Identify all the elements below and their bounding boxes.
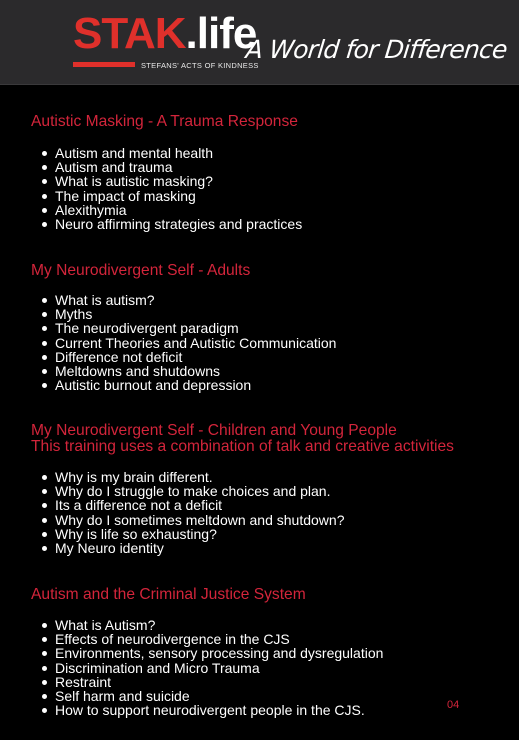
list-item: Self harm and suicide <box>31 689 501 703</box>
list-item: The neurodivergent paradigm <box>31 321 501 335</box>
bullet-list <box>31 470 501 555</box>
logo-underline-bar <box>73 62 135 67</box>
list-item: Myths <box>31 307 501 321</box>
list-item: Why is life so exhausting? <box>31 527 501 541</box>
section-subtitle: This training uses a combination of talk and creative activities <box>31 438 454 455</box>
list-item: Autistic burnout and depression <box>31 378 501 392</box>
page-number: 04 <box>447 699 460 711</box>
list-item: Autism and trauma <box>31 160 501 174</box>
list-item: Difference not deficit <box>31 350 501 364</box>
bullet-list <box>31 146 501 231</box>
page-header <box>0 0 519 85</box>
section-criminal-justice <box>31 587 501 717</box>
logo-life-text: life <box>196 9 257 58</box>
list-item: My Neuro identity <box>31 541 501 555</box>
list-item: Why do I sometimes meltdown and shutdown? <box>31 513 501 527</box>
list-item: Meltdowns and shutdowns <box>31 364 501 378</box>
bullet-list <box>31 293 501 392</box>
list-item: Effects of neurodivergence in the CJS <box>31 632 501 646</box>
list-item: What is Autism? <box>31 618 501 632</box>
list-item: The impact of masking <box>31 189 501 203</box>
list-item: Autism and mental health <box>31 146 501 160</box>
list-item: Neuro affirming strategies and practices <box>31 217 501 231</box>
logo-subtitle: STEFANS' ACTS OF KINDNESS <box>141 61 259 70</box>
list-item: Alexithymia <box>31 203 501 217</box>
bullet-list <box>31 618 501 717</box>
section-title: My Neurodivergent Self - Adults <box>31 262 251 279</box>
section-title: Autism and the Criminal Justice System <box>31 586 306 603</box>
list-item: Restraint <box>31 675 501 689</box>
section-neurodivergent-adults <box>31 263 501 392</box>
list-item: Its a difference not a deficit <box>31 498 501 512</box>
list-item: Current Theories and Autistic Communication <box>31 336 501 350</box>
section-title: My Neurodivergent Self - Children and Young People <box>31 422 397 439</box>
stak-life-logo <box>73 9 259 70</box>
list-item: How to support neurodivergent people in the CJS. <box>31 703 501 717</box>
list-item: What is autism? <box>31 293 501 307</box>
list-item: What is autistic masking? <box>31 174 501 188</box>
tagline: A World for Difference <box>244 35 509 64</box>
logo-wordmark <box>73 10 256 58</box>
list-item: Environments, sensory processing and dysregulation <box>31 646 501 660</box>
list-item: Why is my brain different. <box>31 470 501 484</box>
logo-stak-text: STAK <box>73 9 186 58</box>
list-item: Discrimination and Micro Trauma <box>31 661 501 675</box>
logo-dot-text: . <box>185 9 197 58</box>
section-title: Autistic Masking - A Trauma Response <box>31 113 298 130</box>
section-autistic-masking <box>31 114 501 231</box>
section-neurodivergent-children <box>31 423 501 555</box>
list-item: Why do I struggle to make choices and plan. <box>31 484 501 498</box>
